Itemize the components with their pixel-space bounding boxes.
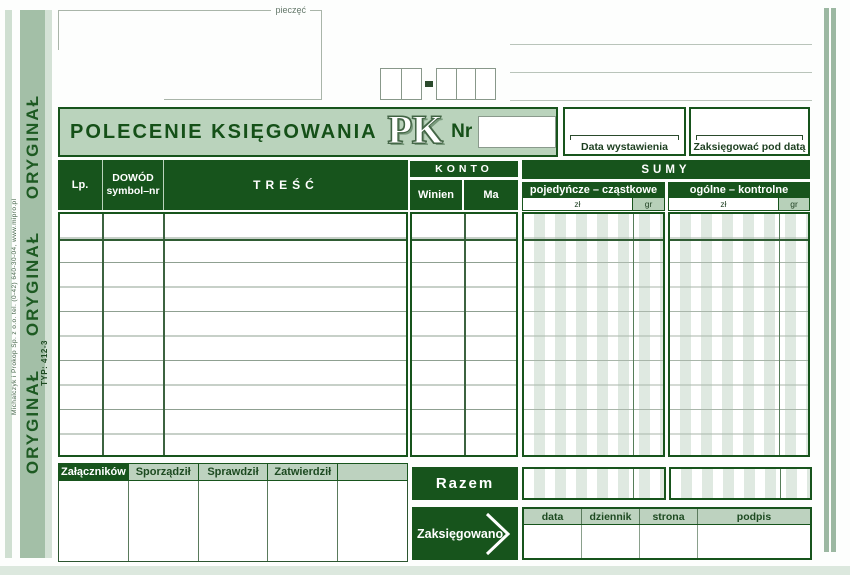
signature-column-header: podpis xyxy=(736,510,772,523)
code-cell[interactable] xyxy=(381,69,402,99)
column-header-tresc: TREŚĆ xyxy=(253,178,319,192)
first-row-divider xyxy=(60,239,406,241)
right-rule-line xyxy=(831,8,836,552)
column-divider xyxy=(464,214,466,455)
code-cell[interactable] xyxy=(476,69,495,99)
form-title: POLECENIE KSIĘGOWANIA xyxy=(70,120,378,143)
right-rule-line xyxy=(824,8,829,552)
code-cell[interactable] xyxy=(402,69,422,99)
checked-header: Sprawdził xyxy=(198,463,268,481)
stamp-border-right xyxy=(321,10,322,100)
gr-divider xyxy=(780,469,781,498)
code-field-right[interactable] xyxy=(436,68,496,100)
form-type-code: TYP: 412-3 xyxy=(40,340,49,386)
bottom-edge-band xyxy=(0,566,850,575)
zl-gr-header-control xyxy=(668,197,810,211)
signatures-header-row xyxy=(58,463,408,481)
stamp-border-bottom xyxy=(164,99,322,100)
writing-line[interactable] xyxy=(510,44,812,45)
page-column-header: strona xyxy=(640,509,698,524)
column-header-konto: KONTO xyxy=(410,161,518,177)
sums-partial-grid[interactable] xyxy=(522,212,665,457)
posted-label: Zaksięgowano xyxy=(417,526,504,541)
writing-line[interactable] xyxy=(510,72,812,73)
entries-grid[interactable] xyxy=(58,212,408,457)
nr-label: Nr xyxy=(451,121,473,142)
date-bracket xyxy=(570,135,679,140)
original-watermark: ORYGINAŁ xyxy=(22,94,42,200)
column-header-sumy: SUMY xyxy=(522,160,810,179)
approved-cell[interactable] xyxy=(268,481,338,561)
code-cell[interactable] xyxy=(457,69,477,99)
main-table-header xyxy=(58,160,408,210)
dowod-line2: symbol–nr xyxy=(106,185,160,197)
column-divider xyxy=(102,214,104,455)
header-separator xyxy=(163,160,164,210)
zl-label: zł xyxy=(574,199,581,209)
journal-cell[interactable] xyxy=(582,525,640,558)
empty-cell[interactable] xyxy=(338,481,407,561)
header-separator xyxy=(102,160,103,210)
attachments-cell[interactable] xyxy=(59,481,129,561)
column-header-lp: Lp. xyxy=(71,179,89,191)
gr-label: gr xyxy=(778,198,809,210)
total-partial-field[interactable] xyxy=(522,467,666,500)
sums-control-grid[interactable] xyxy=(668,212,810,457)
prepared-cell[interactable] xyxy=(129,481,199,561)
date-issued-label: Data wystawienia xyxy=(581,141,668,153)
total-control-field[interactable] xyxy=(669,467,812,500)
approved-header: Zatwierdził xyxy=(267,463,337,481)
column-divider xyxy=(163,214,165,455)
posting-header-row xyxy=(524,509,810,525)
date-column-header: data xyxy=(524,509,582,524)
original-band xyxy=(20,10,45,558)
column-header-winien: Winien xyxy=(410,180,462,210)
stamp-area[interactable] xyxy=(58,5,322,100)
dowod-line1: DOWÓD xyxy=(112,172,154,184)
journal-column-header: dziennik xyxy=(582,509,640,524)
zl-label: zł xyxy=(720,199,727,209)
date-cell[interactable] xyxy=(524,525,582,558)
total-label: Razem xyxy=(412,467,518,500)
posting-body-row xyxy=(524,525,810,558)
zl-gr-header-partial xyxy=(522,197,665,211)
gr-divider xyxy=(633,214,634,455)
code-field-left[interactable] xyxy=(380,68,422,100)
posting-table xyxy=(522,507,812,560)
column-header-sumy-partial: pojedyńcze – cząstkowe xyxy=(522,182,665,197)
gr-divider xyxy=(779,214,780,455)
stamp-border-left xyxy=(58,10,59,50)
code-dash xyxy=(425,81,433,87)
checked-cell[interactable] xyxy=(199,481,269,561)
gr-label: gr xyxy=(632,198,664,210)
column-header-sumy-control: ogólne – kontrolne xyxy=(668,182,810,197)
publisher-imprint: Michalczyk i Prokop Sp. z o.o. tel. (0-42) 640-30-04, www.mipro.pl xyxy=(11,198,18,415)
stamp-label: pieczęć xyxy=(271,5,310,15)
first-row-divider xyxy=(412,239,516,241)
form-title-bar xyxy=(58,107,558,157)
original-watermark: ORYGINAŁ xyxy=(22,368,42,474)
post-date-label: Zaksięgować pod datą xyxy=(693,141,806,153)
signature-cell[interactable] xyxy=(698,525,810,558)
column-header-ma: Ma xyxy=(464,180,518,210)
code-cell[interactable] xyxy=(437,69,457,99)
signatures-table xyxy=(58,463,408,562)
konto-grid[interactable] xyxy=(410,212,518,457)
first-row-divider xyxy=(524,239,663,241)
prepared-header: Sporządził xyxy=(128,463,198,481)
date-bracket xyxy=(696,135,803,140)
first-row-divider xyxy=(670,239,808,241)
column-header-dowod xyxy=(103,160,163,210)
signatures-body-row xyxy=(58,481,408,562)
writing-line[interactable] xyxy=(510,100,812,101)
left-inner-band xyxy=(45,10,52,558)
posted-label-box xyxy=(412,507,518,560)
page-cell[interactable] xyxy=(640,525,698,558)
form-abbreviation: PK xyxy=(387,107,444,152)
post-date-field[interactable] xyxy=(689,107,810,156)
chevron-right-icon xyxy=(484,511,512,557)
gr-divider xyxy=(633,469,634,498)
date-issued-field[interactable] xyxy=(563,107,686,156)
attachments-header: Załączników xyxy=(58,463,128,481)
document-number-field[interactable] xyxy=(478,116,556,148)
empty-header xyxy=(337,463,408,481)
original-watermark: ORYGINAŁ xyxy=(22,231,42,337)
